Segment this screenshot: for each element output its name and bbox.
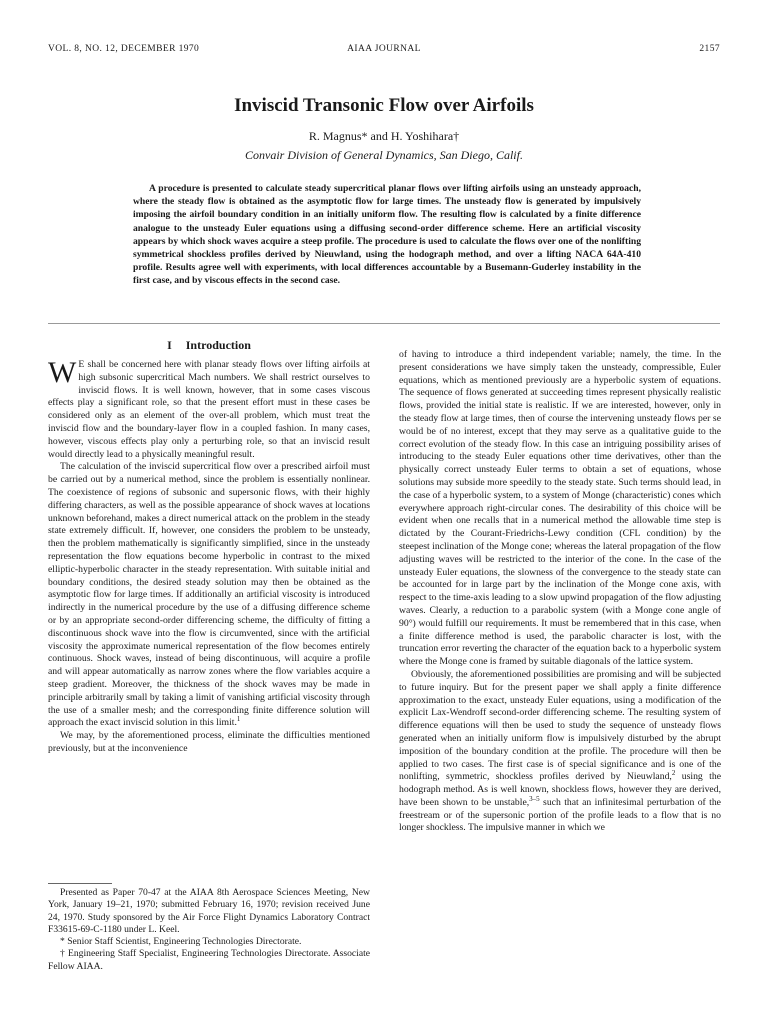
running-head [48,44,720,56]
reference-mark: 3–5 [529,794,540,803]
reference-mark: 2 [671,769,676,778]
reference-mark: 1 [236,715,241,724]
paragraph-text: using the hodograph method. As is well known, shockless flows, however they are derived, have been shown to be unstable, [399,771,722,808]
footnote-author-1: * Senior Staff Scientist, Engineering Technologies Directorate. [60,936,302,948]
paragraph-text: such that an infinitesimal perturbation of the freestream or of the supersonic portion of the profile leads to a flow that is no longer shockless. The impulsive manner in which we [399,796,721,834]
body-paragraph [48,461,370,730]
body-paragraph: We may, by the aforementioned process, eliminate the difficulties mentioned previously, but at the inconvenience [48,730,370,754]
abstract: A procedure is presented to calculate steady supercritical planar flows over lifting airfoils using an unsteady approach, where the steady flow is obtained as the asymptotic flow for large times. The unsteady flow is generated by impulsively imposing the airfoil boundary condition in an initially uniform flow. The resulting flow is calculated by a finite difference analogue to the unsteady Euler equations using a diffusing second-order difference scheme. Here an artificial viscosity appears by which shock waves acquire a steep profile. The procedure is used to calculate the flows over one of the nonlifting symmetrical shockless profiles derived by Nieuwland, using the hodograph method, and over a lifting NACA 64A-410 profile. Results agree well with experiments, with local differences accountable by a Busemann-Guderley instability in the first case, and by viscous effects in the second case. [133,183,641,287]
footnote-author-2: † Engineering Staff Specialist, Engineering Technologies Directorate. Associate Fellow AIAA. [48,948,370,972]
body-paragraph [48,356,370,461]
page-number: 2157 [699,44,720,54]
affiliation: Convair Division of General Dynamics, San Diego, Calif. [245,148,523,162]
journal-name: AIAA JOURNAL [347,44,421,54]
section-heading [48,337,370,353]
paragraph-text: Obviously, the aforementioned possibilities are promising and will be subjected to future inquiry. But for the present paper we shall apply a finite difference approximation to the exact, unsteady Euler equations, using a modification of the explicit Lax-Wendroff second-order differencing scheme. The resulting system of difference equations will then be used to study the sequence of unsteady flows generated when an initially uniform flow is impulsively disturbed by the abrupt imposition of the boundary condition at the profile. The procedure will then be applied to two cases. The first case is of special significance and is one of the nonlifting, symmetric, shockless profiles derived by Nieuwland, [399,668,721,783]
author-line: R. Magnus* and H. Yoshihara† [308,129,460,143]
footnotes [48,883,370,973]
paragraph-text: The calculation of the inviscid supercritical flow over a prescribed airfoil must be carried out by a numerical method, since the problem is essentially nonlinear. The coexistence of regions of subsonic and supersonic flows, with their highly differing characters, as well as the possible appearance of shock waves at locations unknown beforehand, makes a direct numerical attack on the problem in the steady state extremely difficult. If, however, one considers the problem to be unsteady, then the problem mathematically is significantly simplified, since in the unsteady representation the flow equations become hyperbolic in contrast to the mixed elliptic-hyperbolic character in the steady representation. With suitable initial and boundary conditions, the desired steady solution may then be obtained as the asymptotic flow for large times. If additionally an artificial viscosity is introduced indirectly in the numerical procedure by the use of a diffusing difference scheme or by an appropriate second-order differencing scheme, the difficulty of fitting a discontinuous shock wave into the flow is circumvented, since with the artificial viscosity the approximate numerical representation of the flow becomes entirely continuous. Shock waves, instead of being discontinuous, will acquire a profile and will appear automatically as narrow zones where the flow variables acquire a steep gradient. Moreover, the thickness of the shock waves may be made in principle arbitrarily small by taking a limit of vanishing artificial viscosity through the use of a smaller mesh; and the corresponding finite difference solution will approach the exact inviscid solution in this limit. [48,461,370,729]
body-paragraph [399,669,721,835]
footnote-submission: Presented as Paper 70-47 at the AIAA 8th Aerospace Sciences Meeting, New York, January 19–21, 1970; submitted February 16, 1970; revision received June 24, 1970. Study sponsored by the Air Force Flight Dynamics Laboratory Contract F33615-69-C-1180 under L. Keel. [48,887,370,935]
paper-title: Inviscid Transonic Flow over Airfoils [234,95,534,116]
paragraph-text: E shall be concerned here with planar steady flows over lifting airfoils at high subsonic supercritical Mach numbers. We shall restrict ourselves to inviscid flows. It is well known, however, that in some cases viscous effects play a significant role, so that the present effort must in these cases be considered only as an element of the over-all problem, which must treat the inviscid flow and the boundary-layer flow in a coupled fashion. In many cases, however, viscous effects play only a perturbing role, so that an inviscid result would directly lead to a physically meaningful result. [48,359,370,460]
left-column [48,337,370,756]
abstract-divider [48,323,720,324]
body-paragraph: of having to introduce a third independent variable; namely, the time. In the present considerations we have simply taken the unsteady, compressible, Euler equations, which as mentioned previously are a hyperbolic system of equations. The sequence of flows generated at succeeding times represent physically realistic flows, provided the initial state is realistic. If we are interested, however, only in the steady flow at large times, then of course the intervening unsteady flows per se would be of no interest, except that they may serve as a qualitative guide to the correct evolution of the steady flow. In this case an intriguing possibility arises of introducing to the steady Euler equations other time derivatives, other than the physically correct unsteady Euler terms to obtain a set of equations, whose solutions may subside more speedily to the steady state. Such terms should lead, in the case of a hyperbolic system, to a system of Monge (characteristic) cones which everywhere approach right-circular cones. The desirability of this choice will be evident when one recalls that in a numerical method the allowable time step is dictated by the Courant-Friedrichs-Lewy condition (CFL condition) by the steepest inclination of the Monge cone; whereas the lateral propagation of the flow adjusting waves will be restricted to the interior of the cone. In the case of the unsteady Euler equations, the slowness of the convergence to the steady state can be accounted for in large part by the inclination of the Monge cone axis, with respect to the time-axis leading to a slow upwind propagation of the flow adjusting waves. Clearly, a reduction to a parabolic system (with a Monge cone angle of 90°) would fulfill our requirements. It must be remembered that in this case, when a finite difference method is used, the parabolic character is lost, with the truncation error reverting the character of the equation back to a hyperbolic system where the Monge cone is framed by suitable diagonals of the lattice system. [399,349,721,668]
section-number: I [167,338,172,352]
section-title: Introduction [185,338,251,352]
footnote-rule [48,883,112,884]
right-column [399,349,721,835]
journal-volume-info: VOL. 8, NO. 12, DECEMBER 1970 [48,44,200,54]
drop-cap: W [48,356,77,389]
